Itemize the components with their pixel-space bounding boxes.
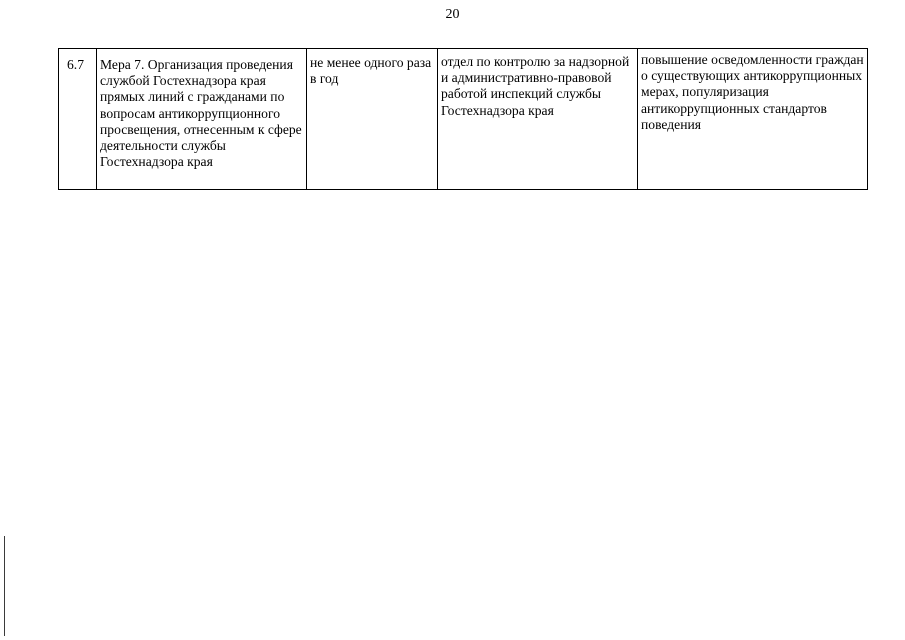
scan-edge-line: [4, 536, 5, 636]
page-number: 20: [445, 7, 460, 22]
row-number-cell: 6.7: [59, 49, 97, 190]
executor-cell: отдел по контролю за надзорной и административно-правовой работой инспекций службы Гостехнадзора края: [438, 49, 638, 190]
measure-cell: Мера 7. Организация проведения службой Гостехнадзора края прямых линий с гражданами по вопросам антикоррупционного просвещения, отнесенным к сфере деятельности службы Гостехнадзора края: [97, 49, 307, 190]
result-cell: повышение осведомленности граждан о существующих антикоррупционных мерах, популяризация антикоррупционных стандартов поведения: [638, 49, 868, 190]
period-cell: не менее одного раза в год: [307, 49, 438, 190]
table-row: [59, 49, 868, 190]
measures-table: [58, 48, 868, 190]
